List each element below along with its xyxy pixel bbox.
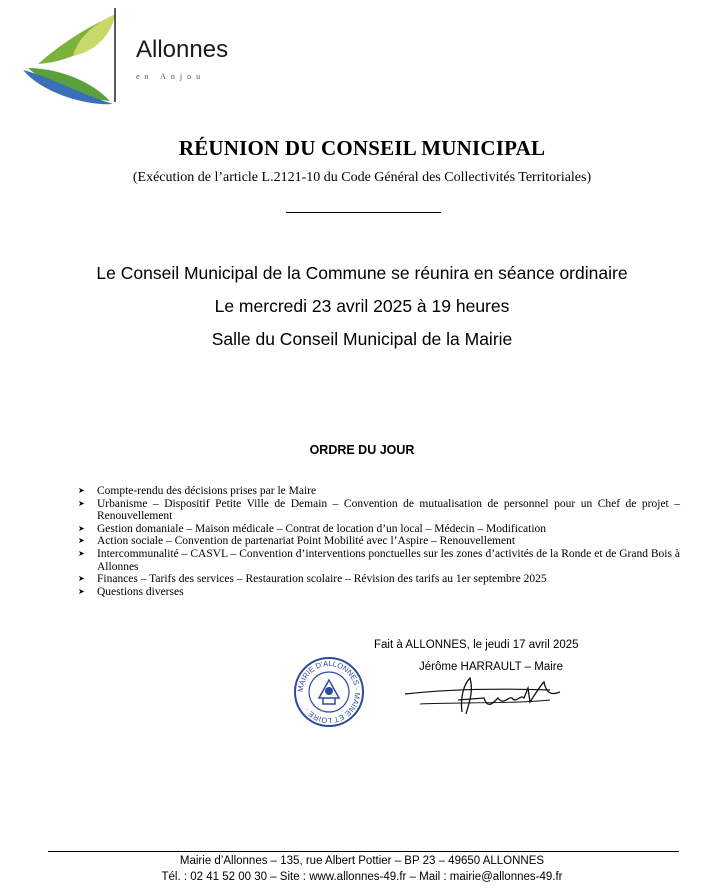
bullet-icon: ➤: [78, 574, 85, 584]
bullet-icon: ➤: [78, 548, 85, 558]
signature-place-date: Fait à ALLONNES, le jeudi 17 avril 2025: [374, 639, 579, 651]
page-subtitle: (Exécution de l’article L.2121-10 du Code Général des Collectivités Territoriales): [132, 170, 592, 185]
allonnes-logo: [18, 6, 229, 106]
seal-text: MAIRIE D'ALLONNES · MAINE ET LOIRE ·: [295, 658, 363, 726]
logo-name: Allonnes: [136, 36, 229, 63]
bullet-icon: ➤: [78, 536, 85, 546]
agenda-item: ➤ Compte-rendu des décisions prises par le Maire: [78, 485, 317, 497]
agenda-title: ORDRE DU JOUR: [309, 443, 415, 457]
announcement-line-2: Le mercredi 23 avril 2025 à 19 heures: [214, 296, 510, 316]
handwritten-signature-icon: [400, 672, 590, 722]
agenda-item: ➤ Action sociale – Convention de partenariat Point Mobilité avec l’Aspire – Renouvellement: [78, 535, 516, 548]
bullet-icon: ➤: [78, 586, 85, 596]
footer-contact: Tél. : 02 41 52 00 30 – Site : www.allonnes-49.fr – Mail : mairie@allonnes-49.fr: [161, 871, 563, 883]
agenda-item: ➤ Gestion domaniale – Maison médicale – Contrat de location d’un local – Médecin – Modification: [78, 522, 547, 535]
agenda-item: ➤ Finances – Tarifs des services – Restauration scolaire – Révision des tarifs au 1er septembre 2025: [78, 573, 547, 586]
signature-name: Jérôme HARRAULT – Maire: [419, 661, 564, 673]
logo-subtitle: en Anjou: [136, 72, 206, 81]
announcement-line-1: Le Conseil Municipal de la Commune se réunira en séance ordinaire: [96, 263, 628, 283]
page-title: RÉUNION DU CONSEIL MUNICIPAL: [178, 136, 546, 160]
agenda-item: ➤ Intercommunalité – CASVL – Convention d’interventions ponctuelles sur les zones d’activités de la Ronde et de Grand Bois à Allonnes: [78, 547, 680, 573]
footer-address: Mairie d’Allonnes – 135, rue Albert Pottier – BP 23 – 49650 ALLONNES: [179, 855, 545, 867]
title-divider: [286, 212, 441, 213]
mairie-seal-icon: [293, 656, 365, 728]
footer-divider: [48, 851, 679, 852]
meeting-announcement: [0, 258, 724, 357]
agenda-item: ➤ Urbanisme – Dispositif Petite Ville de Demain – Convention de mutualisation de personnel pour un Chef de projet – Renouvellement: [78, 497, 680, 523]
bullet-icon: ➤: [78, 523, 85, 533]
bullet-icon: ➤: [78, 498, 85, 508]
announcement-line-3: Salle du Conseil Municipal de la Mairie: [211, 329, 513, 349]
bullet-icon: ➤: [78, 486, 85, 495]
agenda-item: ➤ Questions diverses: [78, 585, 184, 598]
logo-leaves-icon: [18, 6, 128, 106]
agenda-list: [78, 485, 680, 598]
